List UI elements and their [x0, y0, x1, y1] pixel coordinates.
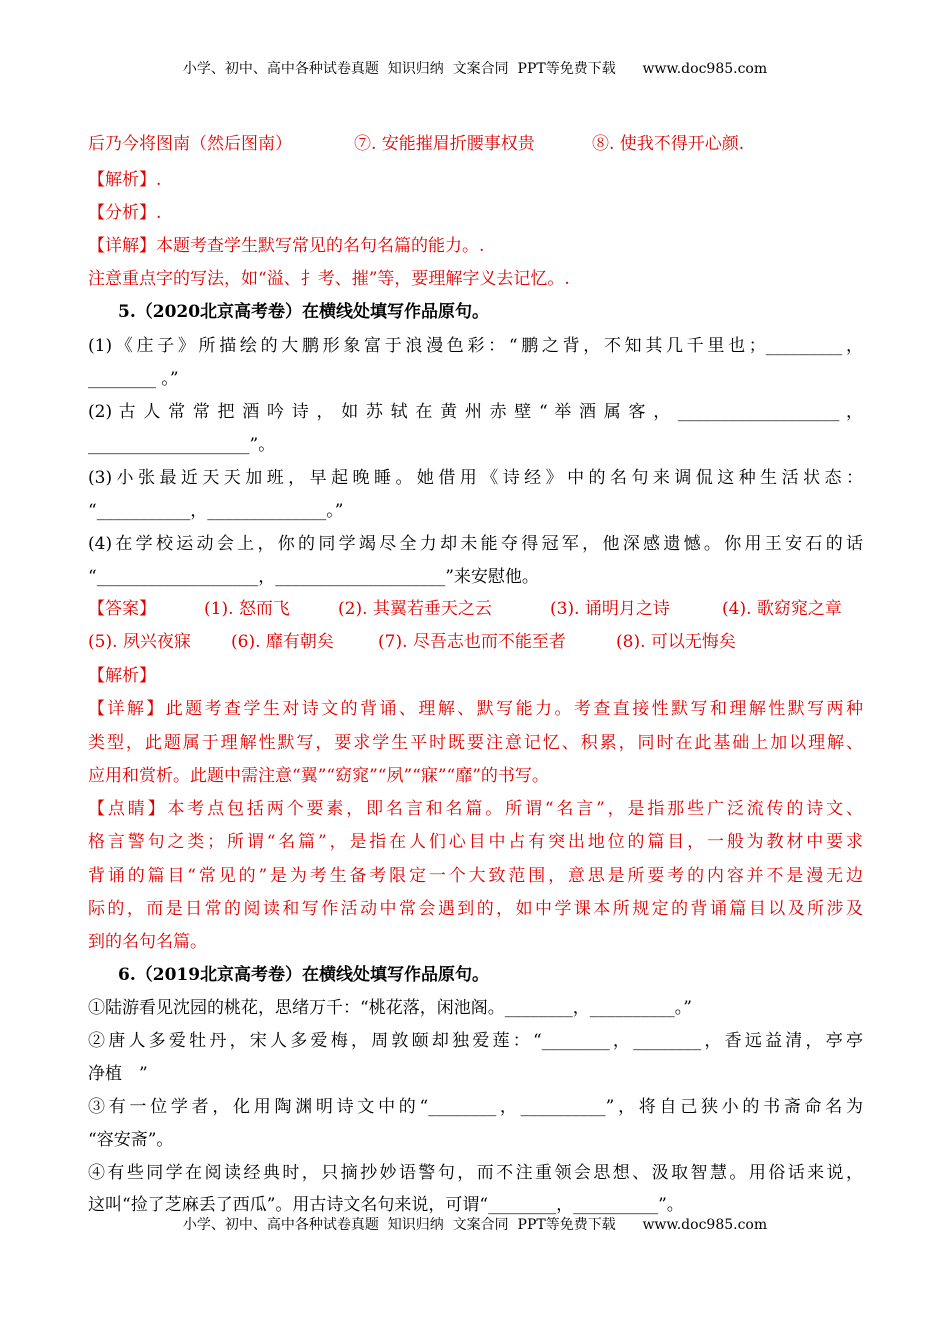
prev-note: 注意重点字的写法，如“溢、扌考、摧”等，要理解字义去记忆。.	[88, 269, 570, 289]
q6-line-1: ①陆游看见沈园的桃花，思绪万千：“桃花落，闲池阁。________，__________。”	[88, 998, 692, 1018]
q5-line-2: ________ 。”	[88, 369, 179, 389]
q5-line-5: (3)小张最近天天加班，早起晚睡。她借用《诗经》中的名句来调侃这种生活状态：	[88, 468, 863, 488]
q6-line-7: 这叫“捡了芝麻丢了西瓜”。用古诗文名句来说，可谓“________，__________”。	[88, 1195, 684, 1215]
answer-7: (7). 尽吾志也而不能至者	[378, 632, 566, 652]
page-header: 小学、初中、高中各种试卷真题 知识归纳 文案合同 PPT等免费下载 www.doc985.com	[182, 61, 768, 77]
answer-1: (1). 怒而飞	[204, 599, 290, 619]
q5-line-7: (4)在学校运动会上，你的同学竭尽全力却未能夺得冠军，他深感遗憾。你用王安石的话	[88, 534, 863, 554]
q5-xiangjie-3: 应用和赏析。此题中需注意“翼”“窈窕”“夙”“寐”“靡”的书写。	[88, 766, 549, 786]
q5-dianjing-1: 【点睛】本考点包括两个要素，即名言和名篇。所谓“名言”，是指那些广泛流传的诗文、	[88, 799, 863, 819]
answer-3: (3). 诵明月之诗	[550, 599, 670, 619]
q5-xiangjie-2: 类型，此题属于理解性默写，要求学生平时既要注意记忆、积累，同时在此基础上加以理解、	[88, 733, 863, 753]
q5-dianjing-4: 际的，而是日常的阅读和写作活动中常会遇到的，如中学课本所规定的背诵篇目以及所涉及	[88, 899, 863, 919]
answer-8: (8). 可以无悔矣	[616, 632, 736, 652]
q5-jiexi: 【解析】	[88, 666, 156, 686]
q5-line-1: (1)《庄子》所描绘的大鹏形象富于浪漫色彩：“鹏之背，不知其几千里也；_________，	[88, 336, 863, 356]
answer-6: (6). 靡有朝矣	[231, 632, 334, 652]
q5-line-6: “___________，______________。”	[88, 501, 344, 521]
q5-dianjing-5: 到的名句名篇。	[88, 932, 207, 952]
prev-jiexi: 【解析】.	[88, 170, 162, 190]
answer-4: (4). 歌窈窕之章	[722, 599, 842, 619]
prev-answer-7: ⑦. 安能摧眉折腰事权贵	[354, 134, 535, 154]
prev-xiangjie: 【详解】本题考查学生默写常见的名句名篇的能力。.	[88, 236, 485, 256]
q6-line-5: “容安斋”。	[88, 1130, 174, 1150]
answer-label: 【答案】	[88, 599, 156, 619]
answer-5: (5). 夙兴夜寐	[88, 632, 191, 652]
answer-2: (2). 其翼若垂天之云	[338, 599, 492, 619]
q5-dianjing-2: 格言警句之类；所谓“名篇”，是指在人们心目中占有突出地位的篇目，一般为教材中要求	[88, 832, 863, 852]
q6-line-4: ③有一位学者，化用陶渊明诗文中的“________，__________”，将自己狭小的书斋命名为	[88, 1097, 863, 1117]
prev-fenxi: 【分析】.	[88, 203, 162, 223]
prev-answer-8: ⑧. 使我不得开心颜.	[592, 134, 745, 154]
q6-line-3: 净植 ”	[88, 1064, 148, 1084]
q5-line-4: ___________________”。	[88, 435, 276, 455]
q5-xiangjie-1: 【详解】此题考查学生对诗文的背诵、理解、默写能力。考查直接性默写和理解性默写两种	[88, 699, 863, 719]
q6-title: 6.（2019北京高考卷）在横线处填写作品原句。	[118, 965, 490, 985]
q5-line-3: (2) 古 人 常 常 把 酒 吟 诗 ， 如 苏 轼 在 黄 州 赤 壁 “ 举 酒 属 客 ， ___________________ ，	[88, 402, 863, 422]
q5-dianjing-3: 背诵的篇目“常见的”是为考生备考限定一个大致范围，意思是所要考的内容并不是漫无边	[88, 866, 863, 886]
q5-title: 5.（2020北京高考卷）在横线处填写作品原句。	[118, 302, 490, 322]
prev-answer-6: 后乃今将图南（然后图南）	[88, 134, 292, 154]
q5-line-8: “___________________，____________________”来安慰他。	[88, 567, 539, 587]
page-footer: 小学、初中、高中各种试卷真题 知识归纳 文案合同 PPT等免费下载 www.doc985.com	[182, 1217, 768, 1233]
q6-line-6: ④有些同学在阅读经典时，只摘抄妙语警句，而不注重领会思想、汲取智慧。用俗话来说，	[88, 1163, 863, 1183]
q6-line-2: ②唐人多爱牡丹，宋人多爱梅，周敦颐却独爱莲：“________，________，香远益清，亭亭	[88, 1031, 863, 1051]
